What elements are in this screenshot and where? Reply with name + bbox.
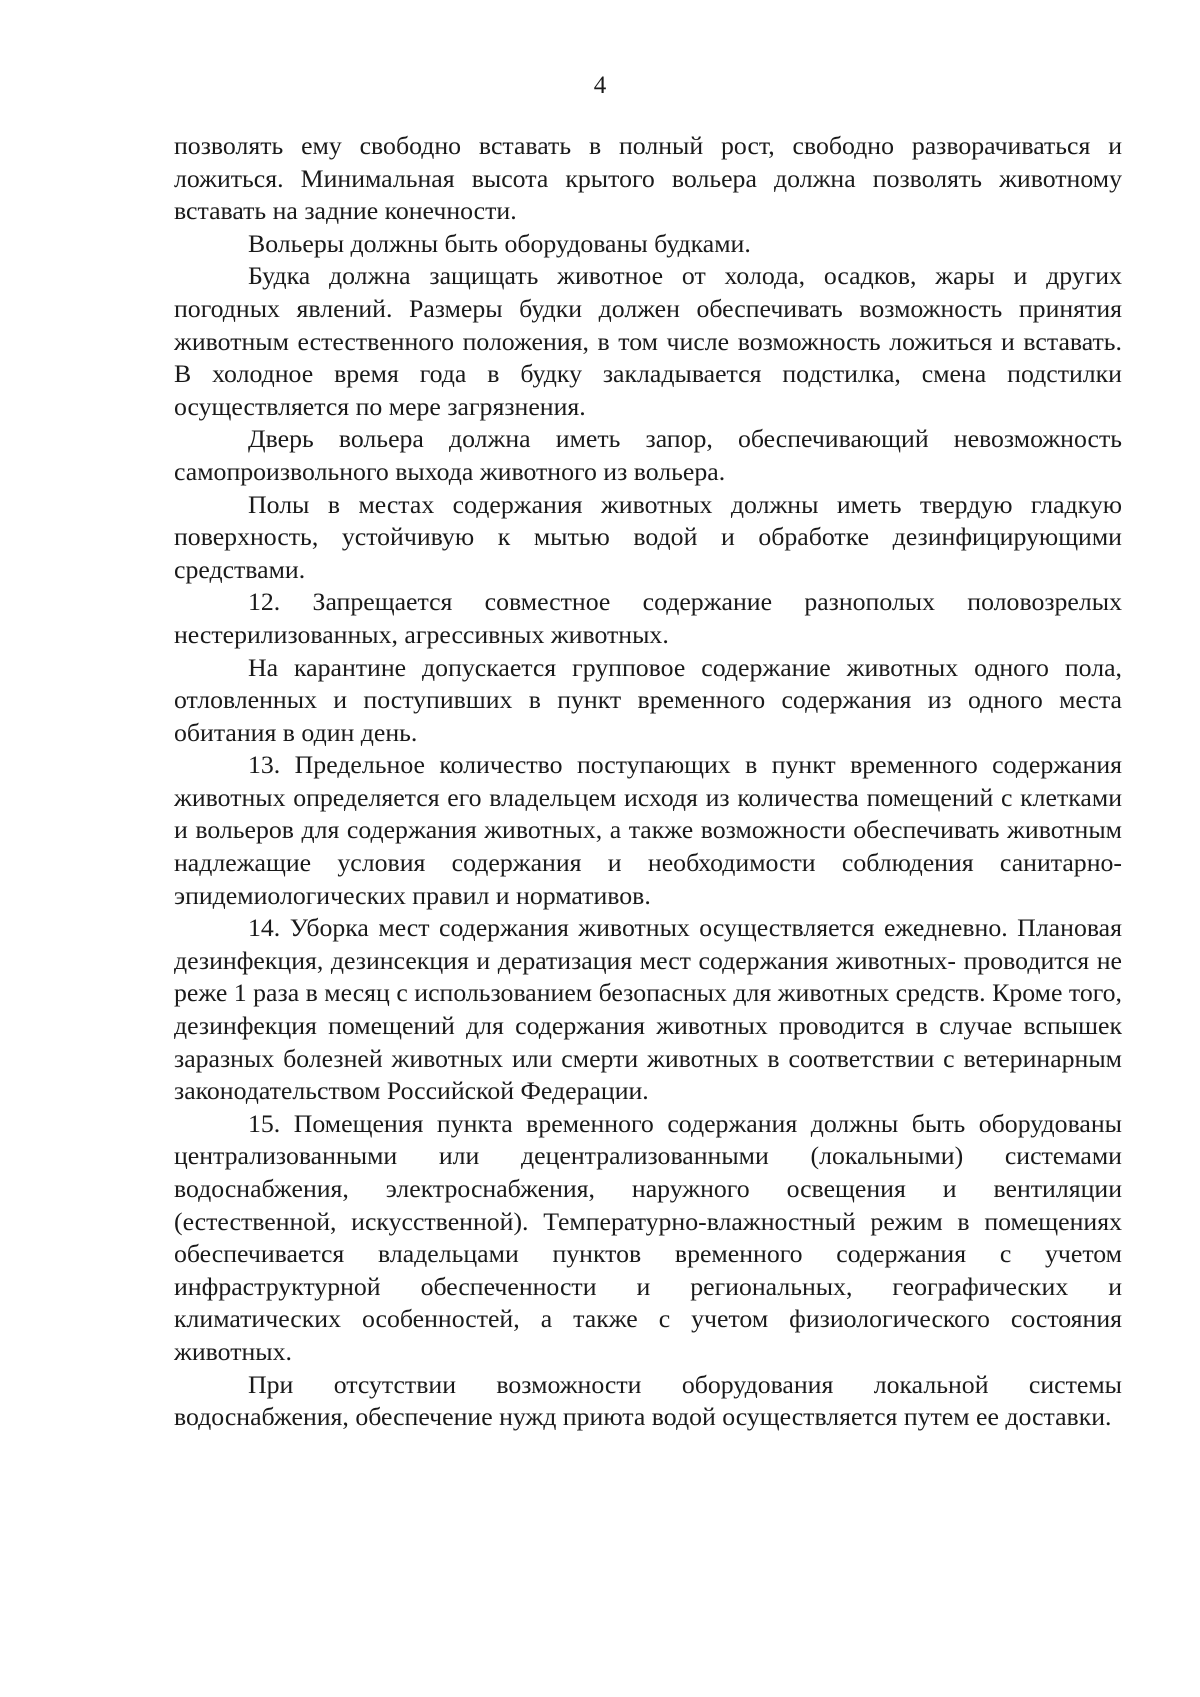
paragraph-kennels-required: Вольеры должны быть оборудованы будками. [248, 228, 751, 258]
paragraph-enclosure-height: позволять ему свободно вставать в полный рост, свободно разворачиваться и ложиться. Минимальная высота крытого вольера должна позволять животному вставать на задние конечности. [174, 131, 1122, 226]
paragraph-item-12: 12. Запрещается совместное содержание разнополых половозрелых нестерилизованных, агрессивных животных. [174, 587, 1122, 649]
paragraph-kennel-requirements: Будка должна защищать животное от холода, осадков, жары и других погодных явлений. Размеры будки должен обеспечивать возможность принятия животным естественного положения, в том числе возможность ложиться и вставать. В холодное время года в будку закладывается подстилка, смена подстилки осуществляется по мере загрязнения. [174, 261, 1122, 421]
page-number: 4 [593, 72, 607, 99]
document-body [174, 130, 1122, 1434]
paragraph-item-15: 15. Помещения пункта временного содержания должны быть оборудованы централизованными или децентрализованными (локальными) системами водоснабжения, электроснабжения, наружного освещения и вентиляции (естественной, искусственной). Температурно-влажностный режим в помещениях обеспечивается владельцами пунктов временного содержания с учетом инфраструктурной обеспеченности и региональных, географических и климатических особенностей, а также с учетом физиологического состояния животных. [174, 1108, 1122, 1366]
paragraph-water-supply: При отсутствии возможности оборудования локальной системы водоснабжения, обеспечение нужд приюта водой осуществляется путем ее доставки. [174, 1369, 1122, 1432]
paragraph-quarantine: На карантине допускается групповое содержание животных одного пола, отловленных и поступивших в пункт временного содержания из одного места обитания в один день. [174, 652, 1122, 747]
paragraph-item-13: 13. Предельное количество поступающих в пункт временного содержания животных определяется его владельцем исходя из количества помещений с клетками и вольеров для содержания животных, а также возможности обеспечивать животным надлежащие условия содержания и необходимости соблюдения санитарно-эпидемиологических правил и нормативов. [174, 750, 1122, 910]
paragraph-item-14: 14. Уборка мест содержания животных осуществляется ежедневно. Плановая дезинфекция, дезинсекция и дератизация мест содержания животных- проводится не реже 1 раза в месяц с использованием безопасных для животных средств. Кроме того, дезинфекция помещений для содержания животных проводится в случае вспышек заразных болезней животных или смерти животных в соответствии с ветеринарным законодательством Российской Федерации. [174, 913, 1122, 1106]
paragraph-floors: Полы в местах содержания животных должны иметь твердую гладкую поверхность, устойчивую к мытью водой и обработке дезинфицирующими средствами. [174, 489, 1122, 584]
paragraph-enclosure-door: Дверь вольера должна иметь запор, обеспечивающий невозможность самопроизвольного выхода животного из вольера. [174, 424, 1122, 486]
